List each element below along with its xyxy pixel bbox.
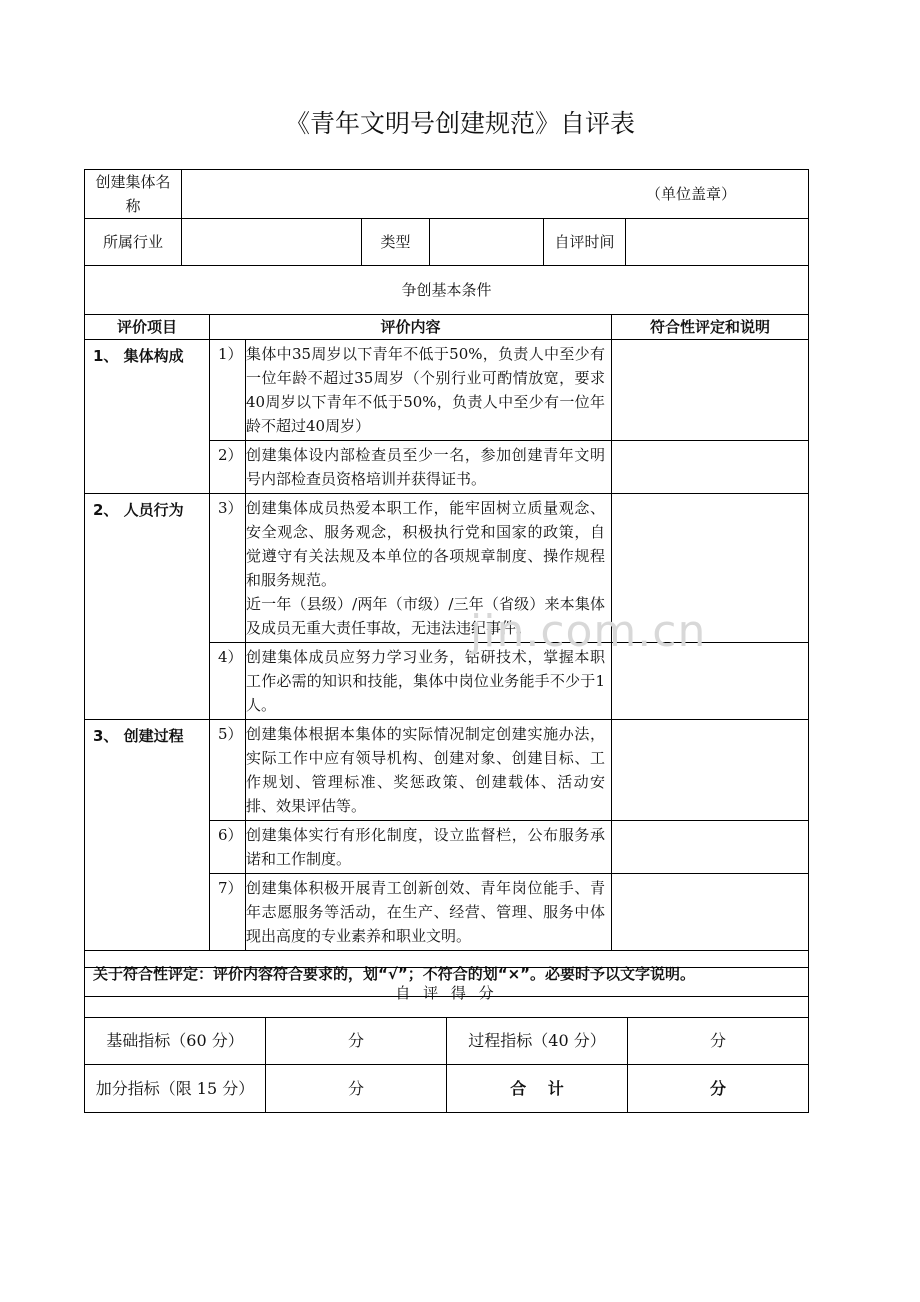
item-text: 集体中35周岁以下青年不低于50%，负责人中至少有一位年龄不超过35周岁（个别行业可酌情放宽，要求40周岁以下青年不低于50%，负责人中至少有一位年龄不超过40周岁）: [246, 340, 612, 441]
conformity-cell[interactable]: [612, 821, 809, 874]
total-score-label: 合 计: [447, 1065, 628, 1113]
score-section-title: 自 评 得 分: [85, 968, 809, 1018]
header-table: [84, 169, 809, 266]
col-header-conformity: 符合性评定和说明: [612, 315, 809, 340]
item-number: 2）: [210, 441, 246, 494]
item-number: 6）: [210, 821, 246, 874]
industry-field[interactable]: [182, 219, 362, 266]
table-row: [85, 340, 809, 441]
stamp-note: （单位盖章）: [646, 185, 737, 203]
eval-time-label: 自评时间: [544, 219, 626, 266]
basic-score-field[interactable]: [266, 1018, 447, 1065]
process-score-label: 过程指标（40 分）: [447, 1018, 628, 1065]
conformity-note: 关于符合性评定：评价内容符合要求的，划“√”；不符合的划“×”。必要时予以文字说明。: [85, 951, 809, 997]
org-name-label: 创建集体名称: [85, 170, 182, 219]
score-unit: 分: [347, 1078, 364, 1098]
bonus-score-label: 加分指标（限 15 分）: [85, 1065, 266, 1113]
item-text: 创建集体成员应努力学习业务，钻研技术，掌握本职工作必需的知识和技能，集体中岗位业务能手不少于1人。: [246, 643, 612, 720]
item-text: 创建集体设内部检查员至少一名，参加创建青年文明号内部检查员资格培训并获得证书。: [246, 441, 612, 494]
type-field[interactable]: [430, 219, 544, 266]
eval-time-field[interactable]: [626, 219, 809, 266]
conformity-cell[interactable]: [612, 340, 809, 441]
category-label: 2、 人员行为: [85, 494, 210, 720]
conformity-cell[interactable]: [612, 874, 809, 951]
conditions-section-title: 争创基本条件: [85, 266, 809, 315]
conformity-cell[interactable]: [612, 720, 809, 821]
process-score-field[interactable]: [628, 1018, 809, 1065]
score-unit: 分: [709, 1031, 726, 1050]
total-score-field[interactable]: [628, 1065, 809, 1113]
org-name-field[interactable]: [182, 170, 809, 219]
item-text-paragraph: 创建集体成员热爱本职工作，能牢固树立质量观念、安全观念、服务观念，积极执行党和国家的政策，自觉遵守有关法规及本单位的各项规章制度、操作规程和服务规范。: [246, 499, 605, 589]
category-label: 3、 创建过程: [85, 720, 210, 951]
score-unit: 分: [709, 1078, 726, 1098]
item-text: 创建集体根据本集体的实际情况制定创建实施办法，实际工作中应有领导机构、创建对象、创建目标、工作规划、管理标准、奖惩政策、创建载体、活动安排、效果评估等。: [246, 720, 612, 821]
score-table: [84, 967, 809, 1113]
item-number: 4）: [210, 643, 246, 720]
col-header-item: 评价项目: [85, 315, 210, 340]
watermark: jin.com.cn: [470, 606, 707, 657]
item-text-paragraph: 近一年（县级）/两年（市级）/三年（省级）来本集体及成员无重大责任事故，无违法违纪事件。: [246, 595, 605, 637]
col-header-content: 评价内容: [210, 315, 612, 340]
score-unit: 分: [347, 1031, 364, 1050]
industry-label: 所属行业: [85, 219, 182, 266]
item-number: 5）: [210, 720, 246, 821]
table-row: [85, 720, 809, 821]
document-title: 《青年文明号创建规范》自评表: [284, 109, 635, 138]
item-text: 创建集体实行有形化制度，设立监督栏，公布服务承诺和工作制度。: [246, 821, 612, 874]
basic-score-label: 基础指标（60 分）: [85, 1018, 266, 1065]
bonus-score-field[interactable]: [266, 1065, 447, 1113]
item-number: 1）: [210, 340, 246, 441]
type-label: 类型: [362, 219, 430, 266]
item-number: 7）: [210, 874, 246, 951]
conformity-cell[interactable]: [612, 441, 809, 494]
category-label: 1、 集体构成: [85, 340, 210, 494]
item-text: 创建集体积极开展青工创新创效、青年岗位能手、青年志愿服务等活动，在生产、经营、管理、服务中体现出高度的专业素养和职业文明。: [246, 874, 612, 951]
item-number: 3）: [210, 494, 246, 643]
